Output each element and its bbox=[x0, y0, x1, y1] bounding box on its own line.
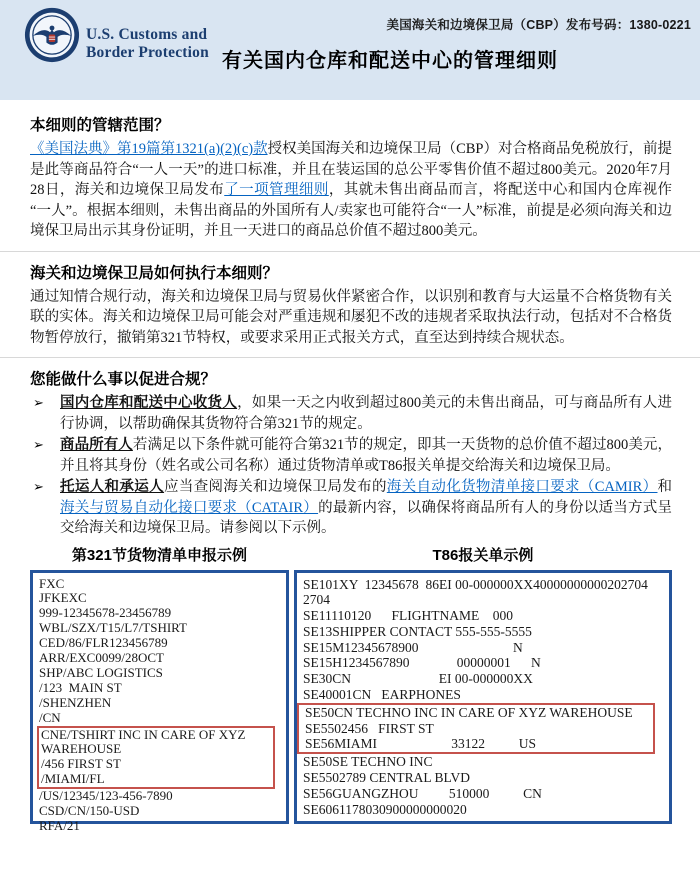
agency-name-line2: Border Protection bbox=[86, 44, 209, 61]
section-enforcement-paragraph: 通过知情合规行动，海关和边境保卫局与贸易伙伴紧密合作，以识别和教育与大运量不合格货物有关联的实体。海关和边境保卫局可能会对严重违规和屡犯不改的违规者采取执法行动，包括对不合格货物暂停放行，撤销第321节特权，或要求采用正式报关方式，直至达到持续合规状态。 bbox=[30, 288, 672, 346]
catair-link[interactable]: 海关与贸易自动化接口要求（CATAIR） bbox=[60, 499, 319, 516]
bullet-lead: 商品所有人 bbox=[60, 437, 133, 453]
code-line: SE50CN TECHNO INC IN CARE OF XYZ WAREHOUSE bbox=[304, 704, 633, 720]
bullet-text: 若满足以下条件就可能符合第321节的规定，即其一天货物的总价值不超过800美元，并且将其身份（姓名或公司名称）通过货物清单或T86报关单提交给海关和边境保卫局。 bbox=[60, 437, 672, 474]
code-line: SE5502789 CENTRAL BLVD bbox=[302, 770, 470, 786]
example-boxes-row bbox=[30, 570, 672, 833]
code-line: RFA/21 bbox=[39, 818, 80, 833]
code-line: 2704 bbox=[302, 592, 330, 608]
code-line: WBL/SZX/T15/L7/TSHIRT bbox=[39, 620, 187, 636]
bullet-lead: 托运人和承运人 bbox=[60, 479, 164, 495]
bullet-arrow-icon: ➢ bbox=[33, 438, 44, 453]
code-line: /123 MAIN ST bbox=[39, 679, 122, 695]
code-line: SE13SHIPPER CONTACT 555-555-5555 bbox=[302, 623, 532, 639]
examples-header-t86: T86报关单示例 bbox=[432, 546, 534, 564]
code-line: CED/86/FLR123456789 bbox=[39, 635, 168, 651]
section-enforcement bbox=[30, 261, 672, 349]
compliance-bullet-shippers bbox=[30, 477, 672, 539]
section-divider bbox=[0, 357, 700, 358]
section-enforcement-heading: 海关和边境保卫局如何执行本细则？ bbox=[30, 264, 279, 282]
bullet-arrow-icon: ➢ bbox=[33, 480, 44, 495]
scope-text-1: 授权美国海关和边境保卫局（CBP）对合格商品免税放行，前提是此等商品符合“一人一天”的进口标准，并且在装运国的总公平零售价值不超过800美元。2020年7月28日，海关和边境保卫局发布 bbox=[30, 141, 672, 198]
code-line: SE15H1234567890 00000001 N bbox=[302, 655, 541, 671]
code-line: SE56GUANGZHOU 510000 CN bbox=[302, 785, 542, 801]
code-line: FXC bbox=[39, 575, 65, 591]
usc-1321-link[interactable]: 《美国法典》第19篇第1321(a)(2)(c)款 bbox=[30, 141, 268, 157]
code-line: CSD/CN/150-USD bbox=[39, 803, 140, 819]
bullet-arrow-icon: ➢ bbox=[33, 396, 44, 411]
code-line: /CN bbox=[39, 709, 61, 725]
examples-header-manifest: 第321节货物清单申报示例 bbox=[71, 546, 247, 564]
code-line: /456 FIRST ST bbox=[41, 756, 121, 772]
code-line: 999-12345678-23456789 bbox=[39, 605, 172, 621]
code-line: /MIAMI/FL bbox=[41, 771, 105, 787]
highlight-box-consignee bbox=[37, 726, 275, 790]
code-line: JFKEXC bbox=[39, 590, 87, 606]
section-scope bbox=[30, 113, 672, 242]
admin-rule-link[interactable]: 了一项管理细则 bbox=[224, 182, 329, 198]
page-title: 有关国内仓库和配送中心的管理细则 bbox=[222, 50, 558, 72]
document-body bbox=[0, 100, 700, 833]
code-line: /US/12345/123-456-7890 bbox=[39, 788, 173, 804]
code-line: SE15M12345678900 N bbox=[302, 639, 523, 655]
code-line: SE40001CN EARPHONES bbox=[302, 687, 461, 703]
bullet-text: 和 bbox=[657, 479, 672, 495]
bullet-text: 的最新内容，以确保将商品所有人的身份以适当方式呈交给海关和边境保卫局。请参阅以下示例。 bbox=[60, 499, 673, 536]
header-band bbox=[0, 0, 700, 100]
bullet-text: 应当查阅海关和边境保卫局发布的 bbox=[163, 479, 387, 495]
section-scope-paragraph bbox=[30, 139, 672, 242]
compliance-bullet-consignees bbox=[30, 393, 672, 434]
section-scope-heading: 本细则的管辖范围？ bbox=[30, 117, 170, 134]
section-compliance bbox=[30, 367, 672, 539]
code-line: CNE/TSHIRT INC IN CARE OF XYZ WAREHOUSE bbox=[41, 726, 249, 757]
bullet-lead: 国内仓库和配送中心收货人 bbox=[60, 395, 238, 411]
code-line: SE11110120 FLIGHTNAME 000 bbox=[302, 608, 513, 624]
cbp-seal-icon bbox=[24, 7, 80, 63]
scope-text-2: ，其就未售出商品而言，将配送中心和国内仓库视作“一人”。根据本细则，未售出商品的外国所有人/卖家也可能符合“一人”标准，前提是必须向海关和边境保卫局出示其身份证明，并且一天进口的商品总价值不超过800美元。 bbox=[30, 182, 673, 239]
example-headers-row bbox=[30, 544, 672, 565]
agency-name-line1: U.S. Customs and bbox=[86, 26, 208, 43]
code-line: SHP/ABC LOGISTICS bbox=[39, 664, 163, 680]
code-line: SE56MIAMI 33122 US bbox=[304, 736, 536, 752]
t86-example-box bbox=[294, 570, 672, 824]
code-line: SE6061178030900000000020 bbox=[302, 801, 467, 817]
code-line: SE5502456 FIRST ST bbox=[304, 720, 434, 736]
code-line: SE50SE TECHNO INC bbox=[302, 754, 433, 770]
section-compliance-heading: 您能做什么事以促进合规？ bbox=[30, 371, 217, 388]
compliance-bullet-owners bbox=[30, 435, 672, 476]
manifest-example-box bbox=[30, 570, 289, 833]
code-line: /SHENZHEN bbox=[39, 694, 112, 710]
code-line: ARR/EXC0099/28OCT bbox=[39, 650, 164, 666]
publication-number: 美国海关和边境保卫局（CBP）发布号码：1380-0221 bbox=[386, 18, 691, 32]
section-divider bbox=[0, 251, 700, 252]
highlight-box-t86-consignee bbox=[297, 703, 655, 754]
code-line: SE101XY 12345678 86EI 00-000000XX40000000000202704 bbox=[302, 576, 648, 592]
camir-link[interactable]: 海关自动化货物清单接口要求（CAMIR） bbox=[386, 479, 658, 495]
compliance-bullet-list bbox=[30, 393, 672, 539]
code-line: SE30CN EI 00-000000XX bbox=[302, 671, 533, 687]
bullet-text: ，如果一天之内收到超过800美元的未售出商品，可与商品所有人进行协调，以帮助确保其货物符合第321节的规定。 bbox=[60, 395, 673, 432]
